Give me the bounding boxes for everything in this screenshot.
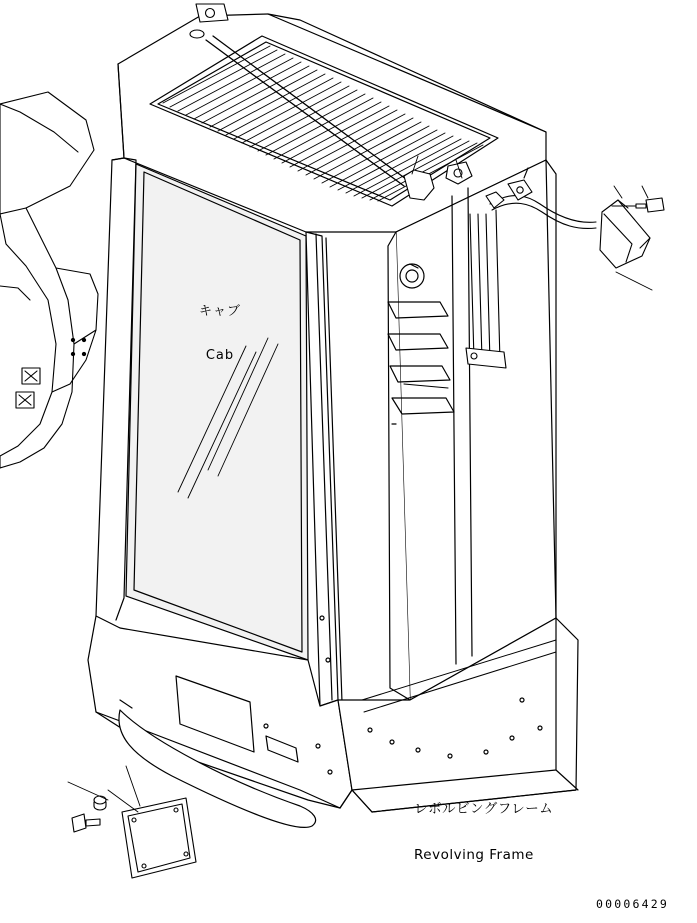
label-cab-jp: キャブ [199,304,242,320]
label-revolving-frame-en: Revolving Frame [414,846,534,863]
cab-lower-skirt [88,616,352,827]
cover-plate-detail [68,766,196,878]
right-lamp-assembly [600,186,664,290]
label-cab [199,276,241,392]
label-cab-en: Cab [205,347,235,363]
machine-body-left [0,92,98,468]
cab-front-window [96,158,308,660]
cab-rear-body [388,160,556,700]
cab-center-pillar [306,232,342,706]
drawing-part-number: 00006429 [596,897,669,911]
label-revolving-frame [414,772,553,893]
label-revolving-frame-jp: レボルビングフレーム [414,801,554,818]
